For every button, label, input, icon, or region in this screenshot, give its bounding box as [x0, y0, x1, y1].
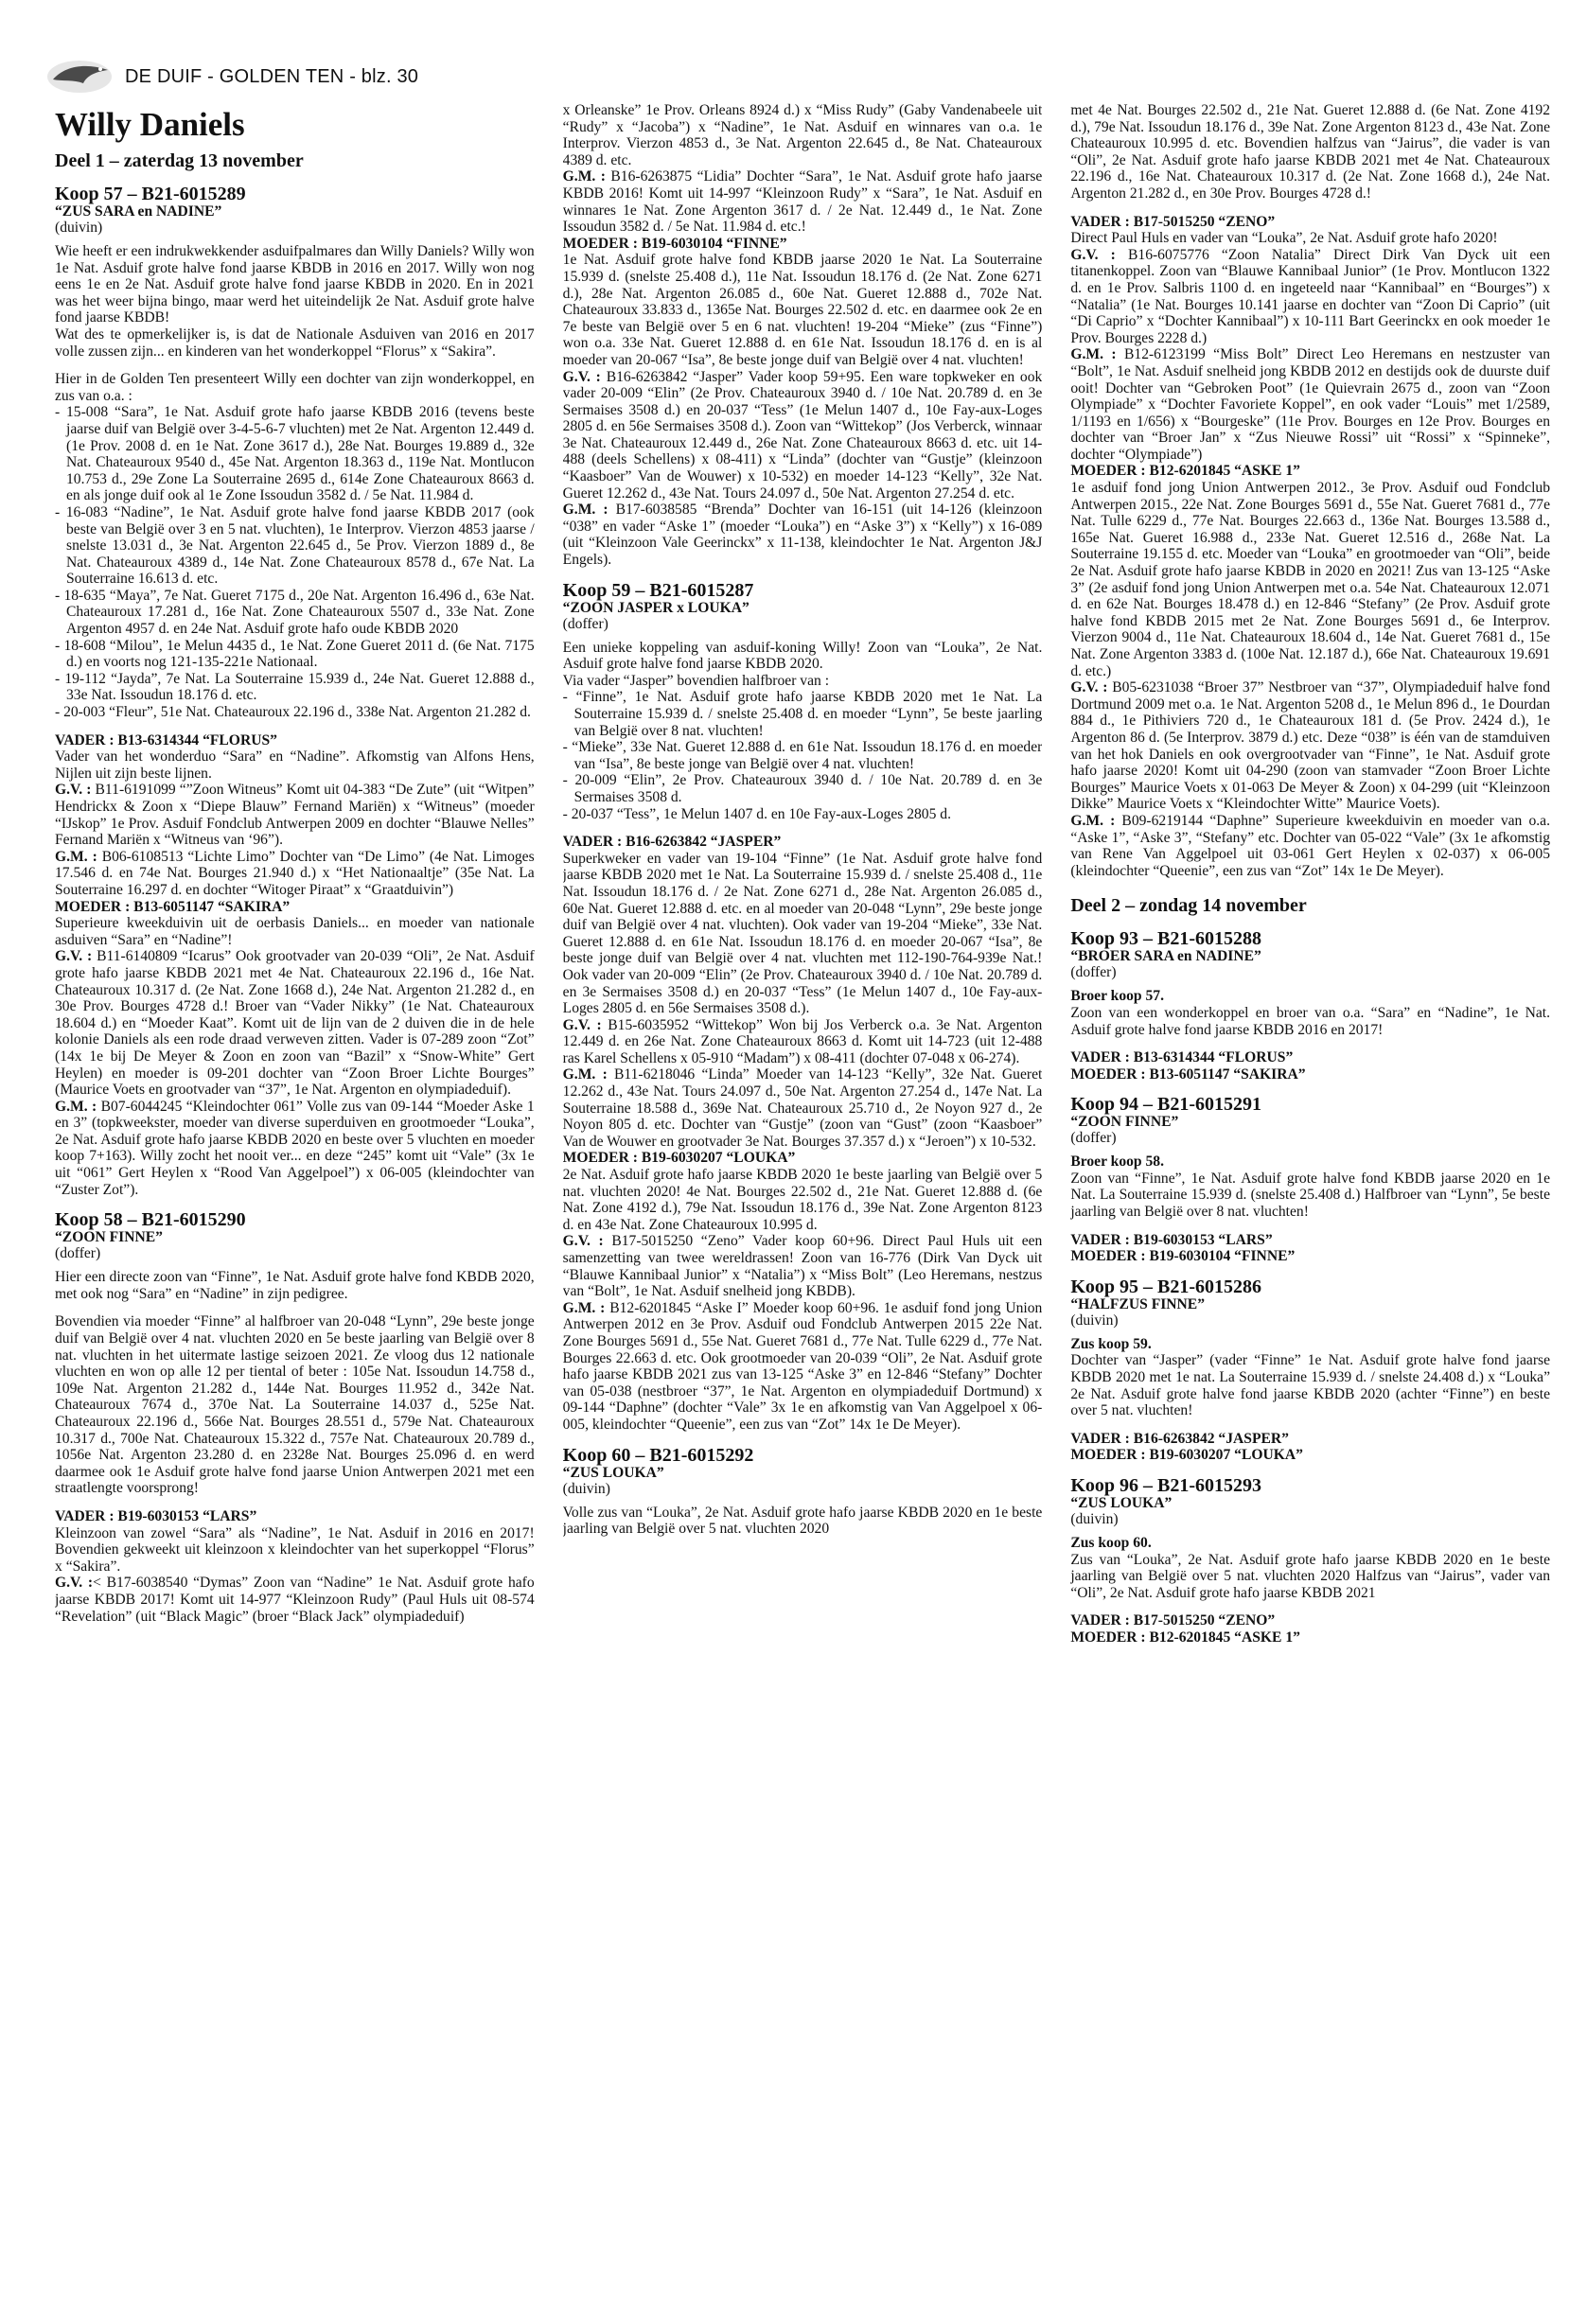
sibling-ref: Broer koop 58.: [1070, 1153, 1164, 1171]
sibling-ref: Broer koop 57.: [1070, 988, 1164, 1005]
paragraph: Kleinzoon van zowel “Sara” als “Nadine”, 1e Nat. Asduif in 2016 en 2017! Bovendien gekweekt uit kleinzoon x kleindochter van het superkoppel “Florus” x “Sakira”.: [55, 1524, 535, 1575]
dam-label: MOEDER : B19-6030207 “LOUKA”: [562, 1150, 796, 1167]
sire-label: VADER : B19-6030153 “LARS”: [55, 1507, 257, 1524]
lot-58: [55, 1209, 535, 1625]
paragraph: 1e asduif fond jong Union Antwerpen 2012., 3e Prov. Asduif oud Fondclub Antwerpen 2015., 22e Nat. Zone Bourges 5691 d., 55e Nat. Gueret 7681 d., 77e Nat. Tulle 6229 d., 77e Nat. Bourges 22.663 d., 136e Nat. Bourges 13.588 d., 165e Nat. Gueret 16.988 d., 233e Nat. Gueret 12.516 d., 268e Nat. La Souterraine 19.155 d. etc. Moeder van “Louka” en grootmoeder van “Oli”, beide 2e Nat. Asduif grote hafo jaarse KBDB in 2020 en 2021! Zus van 13-125 “Aske 3” (2e asduif fond jong Union Antwerpen met o.a. 54e Nat. Chateauroux 12.071 d. en 62e Nat. Bourges 18.478 d.) en 12-846 “Stefany” (2e Prov. Asduif grote halve fond KBDB 2015 met 2e Nat. Zone Bourges 5691 d., 6e Interprov. Vierzon 9004 d., 11e Nat. Chateauroux 18.604 d., 14e Nat. Gueret 7681 d., 15e Nat. Zone Argenton 3383 d. (100e Nat. 12.187 d.), 66e Nat. Chateauroux 19.691 d. etc.): [1070, 480, 1551, 679]
gv-text: B11-6191099 “”Zoon Witneus” Komt uit 04-383 “De Zute” (uit “Witpen” Hendrickx & Zoon x “Diepe Blauw” Fernand Mariën) x “Witneus” (moeder “IJskop” 1e Prov. Asduif Fondclub Antwerpen 2009 en dochter “Blauwe Nelles” Fernand Mariën x “Witneus van ‘96”).: [55, 782, 535, 849]
page-header: [45, 55, 418, 98]
gm-label: G.M. :: [562, 1299, 606, 1316]
paragraph: Zoon van “Finne”, 1e Nat. Asduif grote halve fond KBDB jaarse 2020 en 1e Nat. La Souterraine 15.939 d. (snelste 25.408 d.) Halfbroer van “Lynn”, 5e beste jaarling van België over 8 nat. vluchten!: [1070, 1170, 1551, 1221]
gv-text: B17-5015250 “Zeno” Vader koop 60+96. Direct Paul Huls uit een samenzetting van twee wereldrassen! Zoon van 16-776 (Dirk Van Dyck uit “Blauwe Kannibaal Junior” x “Natalia”) x “Miss Bolt” (Leo Heremans, nestzus van “Bolt”, 1e Nat. Asduif snelheid jong KBDB).: [562, 1233, 1043, 1300]
paragraph: Volle zus van “Louka”, 2e Nat. Asduif grote hafo jaarse KBDB 2020 en 1e beste jaarling van België over 5 nat. vluchten 2020: [562, 1504, 1043, 1538]
paragraph: Hier in de Golden Ten presenteert Willy een dochter van zijn wonderkoppel, en zus van o.a. :: [55, 371, 535, 404]
lot-heading: Koop 96 – B21-6015293: [1070, 1475, 1262, 1496]
list-item: - 20-003 “Fleur”, 51e Nat. Chateauroux 22.196 d., 338e Nat. Argenton 21.282 d.: [55, 704, 531, 721]
column-1: [55, 102, 535, 2307]
gm-text: B07-6044245 “Kleindochter 061” Volle zus van 09-144 “Moeder Aske 1 en 3” (topkweekster, moeder van diverse superduiven en grootmoeder “Louka”, 2e Nat. Asduif grote hafo jaarse KBDB 2020 en beste over 5 vluchten en moeder koop 7+163). Willy zocht het nooit ver... en deze “245” komt uit “Vale” (3x 1e uit “061” Gert Heylen x “Rood Van Aggelpoel”) x 06-005 (kleindochter van “Zuster Zot”).: [55, 1098, 535, 1198]
gm-text: B11-6218046 “Linda” Moeder van 14-123 “Kelly”, 32e Nat. Gueret 12.262 d., 43e Nat. Tours 24.097 d., 50e Nat. Argenton 27.254 d., 147e Nat. La Souterraine 18.588 d., 369e Nat. Chateauroux 25.710 d., 2e Noyon 927 d., 2e Noyon 805 d. etc. Dochter van “Gustje” (zoon van “Gust” (zoon “Kaasboer” Van de Wouwer en grootvader 3e Nat. Bourges 37.357 d.) x “Jeroen”) x 10-532.: [562, 1066, 1043, 1150]
lot-57: [55, 184, 535, 1198]
gm-label: G.M. :: [1070, 346, 1117, 363]
lot-heading: Koop 95 – B21-6015286: [1070, 1276, 1262, 1297]
gv-label: G.V. :: [1070, 246, 1116, 263]
sire-label: VADER : B17-5015250 “ZENO”: [1070, 213, 1276, 230]
sire-label: VADER : B19-6030153 “LARS”: [1070, 1231, 1273, 1248]
column-3: [1070, 102, 1550, 2307]
lot-sex: (duivin): [562, 1480, 610, 1497]
header-text: DE DUIF - GOLDEN TEN - blz. 30: [125, 65, 419, 87]
lot-59: [563, 580, 1043, 1434]
paragraph: Via vader “Jasper” bovendien halfbroer van :: [562, 672, 830, 689]
paragraph: Direct Paul Huls en vader van “Louka”, 2e Nat. Asduif grote hafo 2020!: [1070, 230, 1498, 247]
lot-heading: Koop 59 – B21-6015287: [562, 579, 754, 601]
lot-sex: (duivin): [55, 220, 103, 236]
lot-heading: Koop 60 – B21-6015292: [562, 1444, 754, 1466]
granddam-entry: [563, 502, 1043, 568]
paragraph: Superkweker en vader van 19-104 “Finne” (1e Nat. Asduif grote halve fond jaarse KBDB 2020 met 1e Nat. La Souterraine 15.939 d. / snelste 25.408 d., 11e Nat. Issoudun 18.176 d. / 2e Nat. Zone 6271 d., 28e Nat. Argenton 26.085 d., 60e Nat. Gueret 12.888 d. etc. en al moeder van 20-048 “Lynn”, 29e beste jonge duif van België over 4 nat. vluchten). Ook vader van 19-204 “Mieke”, 33e Nat. Gueret 12.888 d. en 61e Nat. Issoudun 18.176 d. en moeder 20-067 “Isa”, 8e beste jonge duif van België over 4 nat. vluchten met 112-190-764-939e Nat.! Ook vader van 20-009 “Elin” (2e Prov. Chateauroux 3940 d. / 10e Nat. 20.789 d. en 3e Sermaises 3508 d.) en 20-037 “Tess” (1e Melun 1407 d., 10e Fay-aux-Loges 2805 d. en 56e Sermaises 3508 d.).: [562, 850, 1043, 1017]
gm-text: B12-6123199 “Miss Bolt” Direct Leo Heremans en nestzuster van “Bolt”, 1e Nat. Asduif snelheid jong KBDB 2012 en destijds ook de duurste duif ooit! Dochter van “Gebroken Poot” (1e Quievrain 2675 d., zoon van “Zoon Olympiade” x “Dochter Favoriete Koppel”, en ook vader “Louis” met 1/2589, 1/1193 en 1/656) x “Bourgeske” (11e Prov. Bourges en 12e Prov. Bourges en dochter van “Broer Jan” x “Zus Nieuwe Rossi” uit “Rossi” x “Spinneke”, dochter “Olympiade”): [1070, 346, 1551, 463]
grandsire-entry: [1070, 247, 1550, 347]
lot-name: “ZUS SARA en NADINE”: [55, 203, 222, 220]
gv-label: G.V. :: [55, 948, 93, 965]
dam-label: MOEDER : B12-6201845 “ASKE 1”: [1070, 463, 1300, 480]
page-title: Willy Daniels: [55, 106, 245, 143]
sire-label: VADER : B16-6263842 “JASPER”: [1070, 1430, 1289, 1447]
part-heading: Deel 2 – zondag 14 november: [1070, 895, 1307, 917]
gv-text: B15-6035952 “Wittekop” Won bij Jos Verberck o.a. 3e Nat. Argenton 12.449 d. en 26e Nat. Zone Chateauroux 8663 d. Komt uit 14-723 (uit 12-488 ras Karel Schellens x 05-910 “Madam”) x 08-411 (dochter 07-048 x 06-274).: [562, 1016, 1043, 1066]
list-item: - “Mieke”, 33e Nat. Gueret 12.888 d. en 61e Nat. Issoudun 18.176 d. en moeder van “Isa”, 8e beste jonge van België over 4 nat. vluchten!: [562, 739, 1043, 772]
paragraph: Zus van “Louka”, 2e Nat. Asduif grote hafo jaarse KBDB 2020 en 1e beste jaarling van België over 5 nat. vluchten 2020 Halfzus van “Jairus”, vader van “Oli”, 2e Nat. Asduif grote hafo jaarse KBDB 2021: [1070, 1551, 1551, 1601]
paragraph: Hier een directe zoon van “Finne”, 1e Nat. Asduif grote halve fond KBDB 2020, met ook nog “Sara” en “Nadine” in zijn pedigree.: [55, 1269, 535, 1302]
gv-label: G.V. :: [562, 368, 601, 385]
paragraph: Een unieke koppeling van asduif-koning Willy! Zoon van “Louka”, 2e Nat. Asduif grote halve fond jaarse KBDB 2020.: [562, 639, 1043, 673]
lot-name: “ZOON JASPER x LOUKA”: [562, 599, 749, 616]
gm-label: G.M. :: [55, 1098, 97, 1115]
gv-text: B05-6231038 “Broer 37” Nestbroer van “37”, Olympiadeduif halve fond Dortmund 2009 met o.a. 1e Nat. Argenton 5208 d., 1e Melun 896 d., 1e Dourdan 884 d., 1e Pithiviers 720 d., 1e Chateauroux 181 d. (5e Prov. 2424 d.), 1e Argenton 86 d. (5e Interprov. 3879 d.) etc. Deze “038” is één van de stamduiven van het hok Daniels en ook overgrootvader van “Finne”, 1e Nat. Asduif grote hafo jaarse 2020! Komt uit 04-290 (zoon van stamvader “Zoon Broer Lichte Bourges” Maurice Voets x 01-063 De Meyer & Zoon) x 04-299 (uit “Kleinzoon Dikke” Maurice Voets x “Kleindochter Witte” Maurice Voets).: [1070, 679, 1551, 813]
grandsire-entry: [55, 782, 535, 848]
list-item: - 16-083 “Nadine”, 1e Nat. Asduif grote halve fond jaarse KBDB 2017 (ook beste van België over 3 en 5 nat. vluchten), 1e Interprov. Vierzon 4853 jaarse / snelste 13.031 d., 3e Nat. Argenton 22.645 d., 5e Prov. Vierzon 1889 d., 8e Nat. Chateauroux 4389 d., 14e Nat. Zone Chateauroux 8578 d., 67e Nat. La Souterraine 16.613 d. etc.: [55, 503, 535, 588]
lot-heading: Koop 94 – B21-6015291: [1070, 1094, 1262, 1116]
sibling-ref: Zus koop 60.: [1070, 1535, 1152, 1551]
lot-sex: (doffer): [562, 615, 608, 632]
granddam-entry: [563, 1300, 1043, 1434]
gv-text: B11-6140809 “Icarus” Ook grootvader van 20-039 “Oli”, 2e Nat. Asduif grote hafo jaarse KBDB 2021 met 4e Nat. Chateauroux 22.196 d., 16e Nat. Chateauroux 10.317 d. (2e Nat. Zone 1668 d.), 24e Nat. Argenton 21.282 d., en 30e Prov. Bourges 4728 d.! Broer van “Vader Nikky” (1e Nat. Chateauroux 18.604 d.) en “Moeder Kaat”. Komt uit de lijn van de 2 duiven die in de hele kolonie Daniels als een rode draad verweven zitten. Vader is 07-289 zoon “Zot” (14x 1e bij De Meyer & Zoon en zoon van “Bazil” x “Snow-White” Gert Heylen) en moeder is 09-201 dochter van “Zoon Broer Lichte Bourges” (Maurice Voets en grootvader van “37”, 1e Nat. Argenton en olympiadeduif).: [55, 948, 535, 1099]
gv-text: < B17-6038540 “Dymas” Zoon van “Nadine” 1e Nat. Asduif grote hafo jaarse KBDB 2017! Komt uit 14-977 “Kleinzoon Rudy” (Paul Huls uit 08-574 “Revelation” (uit “Black Magic” (broer “Black Jack” olympiadeduif): [55, 1575, 535, 1625]
lot-heading: Koop 57 – B21-6015289: [55, 184, 246, 204]
gv-text: B16-6263842 “Jasper” Vader koop 59+95. Een ware topkweker en ook vader 20-009 “Elin” (2e Prov. Chateauroux 3940 d. / 10e Nat. 20.789 d. en 3e Sermaises 3508 d.) en 20-037 “Tess” (1e Melun 1407 d., 10e Fay-aux-Loges 2805 d. en 56e Sermaises 3508 d.). Zoon van “Wittekop” (Jos Verberck, winnaar 3e Nat. Chateauroux 12.449 d., 26e Nat. Zone Chateauroux 8663 d. etc. uit 14-488 (deels Schellens) x 08-411) x “Linda” (dochter van “Gustje” (kleinzoon “Kaasboer” Van de Wouwer) x 10-532) en moeder 14-123 “Kelly”, 32e Nat. Gueret 12.262 d., 43e Nat. Tours 24.097 d., 50e Nat. Argenton 27.254 d. etc.: [562, 368, 1043, 502]
lot-sex: (doffer): [55, 1245, 101, 1262]
gv-label: G.V. :: [55, 782, 92, 799]
lot-sex: (duivin): [1070, 1312, 1119, 1329]
lot-heading: Koop 58 – B21-6015290: [55, 1209, 246, 1231]
lot-60: [563, 1445, 1043, 1538]
grandsire-entry: [55, 1575, 535, 1625]
lot-95: [1070, 1276, 1550, 1464]
gv-text: B16-6075776 “Zoon Natalia” Direct Dirk Van Dyck uit een titanenkoppel. Zoon van “Blauwe Kannibaal Junior” (1e Prov. Montlucon 1322 d. en 1e Prov. Salbris 1100 d. en ingeteeld naar “Kannibaal” en “Bourges”) x “Natalia” (1e Nat. Bourges 10.141 jaarse en dochter van “Zoon Di Caprio” (uit “Di Caprio” x “Dochter Kannibaal”) x 10-111 Bart Geerinckx en ook moeder 1e Prov. Bourges 2228 d.): [1070, 246, 1551, 346]
dam-label: MOEDER : B19-6030207 “LOUKA”: [1070, 1447, 1303, 1464]
list-item: - “Finne”, 1e Nat. Asduif grote hafo jaarse KBDB 2020 met 1e Nat. La Souterraine 15.939 d. / snelste 25.408 d. en moeder “Lynn”, 5e beste jaarling van België over 8 nat. vluchten!: [562, 689, 1043, 739]
lot-sex: (doffer): [1070, 964, 1117, 981]
dam-label: MOEDER : B13-6051147 “SAKIRA”: [55, 898, 291, 915]
list-item: - 18-635 “Maya”, 7e Nat. Gueret 7175 d., 20e Nat. Argenton 16.496 d., 63e Nat. Chateauroux 17.281 d., 16e Nat. Zone Chateauroux 5507 d., 33e Nat. Zone Argenton 4957 d. en 24e Nat. Asduif grote hafo oude KBDB 2020: [55, 587, 535, 638]
gm-label: G.M. :: [1070, 812, 1116, 829]
sire-label: VADER : B13-6314344 “FLORUS”: [55, 731, 277, 748]
grandsire-entry: [1070, 679, 1550, 813]
lot-name: “ZOON FINNE”: [1070, 1114, 1179, 1131]
gm-text: B06-6108513 “Lichte Limo” Dochter van “De Limo” (4e Nat. Limoges 17.546 d. en 74e Nat. Bourges 21.940 d.) x “Het Nationaaltje” (35e Nat. La Souterraine 16.297 d. en dochter “Witoger Piraat” x “Graatduivin”): [55, 848, 535, 898]
column-2: [563, 102, 1043, 2307]
paragraph: Wie heeft er een indrukwekkender asduifpalmares dan Willy Daniels? Willy won 1e Nat. Asduif grote halve fond jaarse KBDB in 2016 en 2017. Willy won nog eens 1e en 2e Nat. Asduif grote halve fond jaarse KBDB in 2020. En in 2021 was het weer bijna bingo, maar werd het uiteindelijk 2e Nat. Asduif grote halve fond jaarse KBDB!: [55, 243, 535, 326]
gv-label: G.V. :: [1070, 679, 1108, 696]
list-item: - 20-009 “Elin”, 2e Prov. Chateauroux 3940 d. / 10e Nat. 20.789 d. en 3e Sermaises 3508 d.: [562, 772, 1043, 805]
paragraph: met 4e Nat. Bourges 22.502 d., 21e Nat. Gueret 12.888 d. (6e Nat. Zone 4192 d.), 79e Nat. Issoudun 18.176 d., 39e Nat. Zone Argenton 8123 d., 43e Nat. Zone Chateauroux 10.995 d. etc. Bovendien halfzus van “Jairus”, die vader is van “Oli”, 2e Nat. Asduif grote hafo jaarse KBDB 2021 met 4e Nat. Chateauroux 22.196 d., 16e Nat. Chateauroux 10.317 d. (2e Nat. Zone 1668 d.), 24e Nat. Argenton 21.282 d., en 30e Prov. Bourges 4728 d.!: [1070, 102, 1551, 202]
sire-label: VADER : B17-5015250 “ZENO”: [1070, 1612, 1276, 1629]
paragraph: Wat des te opmerkelijker is, is dat de Nationale Asduiven van 2016 en 2017 volle zussen zijn... en kinderen van het wonderkoppel “Florus” x “Sakira”.: [55, 326, 535, 360]
gm-text: B12-6201845 “Aske I” Moeder koop 60+96. 1e asduif fond jong Union Antwerpen 2012 en 3e Prov. Asduif oud Fondclub Antwerpen 2015 22e Nat. Zone Bourges 5691 d., 55e Nat. Gueret 7681 d., 77e Nat. Tulle 6229 d., 77e Nat. Bourges 22.663 d. etc. Ook grootmoeder van 20-039 “Oli”, 2e Nat. Asduif grote hafo jaarse KBDB 2021 zus van 13-125 “Aske 3” en 12-846 “Stefany” Dochter van 05-038 (nestbroer “37”, 1e Nat. Argenton en olympiadeduif Dortmund) x 09-144 “Daphne” (dochter “Vale” 3x 1e en afkomstig van Van Aggelpoel x 06-005, kleindochter “Queenie”, een zus van “Zot” 14x 1e De Meyer).: [562, 1299, 1043, 1433]
granddam-entry: [1070, 813, 1550, 879]
sibling-ref: Zus koop 59.: [1070, 1335, 1152, 1352]
gm-label: G.M. :: [562, 168, 606, 185]
granddam-entry: [1070, 346, 1550, 463]
paragraph: Bovendien via moeder “Finne” al halfbroer van 20-048 “Lynn”, 29e beste jonge duif van België over 4 nat. vluchten 2020 en 5e beste jaarling van België over 8 nat. vluchten in het uitermate lastige seizoen 2021. Ze vloog dus 12 nationale vluchten en won op alle 12 per tiental of beter : 105e Nat. Issoudun 14.758 d., 109e Nat. Argenton 21.282 d., 144e Nat. Bourges 11.952 d., 342e Nat. Chateauroux 7674 d., 370e Nat. La Souterraine 14.037 d., 525e Nat. Chateauroux 22.196 d., 566e Nat. Bourges 28.551 d., 579e Nat. Chateauroux 10.317 d., 700e Nat. Chateauroux 15.322 d., 757e Nat. Chateauroux 20.789 d., 1056e Nat. Argenton 23.280 d. en 2328e Nat. Bourges 25.096 d. en werd daarmee ook 1e Asduif grote halve fond jaarse Union Antwerpen 2021 met een straatlengte voorsprong!: [55, 1313, 535, 1497]
gm-text: B17-6038585 “Brenda” Dochter van 16-151 (uit 14-126 (kleinzoon “038” en vader “Aske 1” (moeder “Louka”) en “Aske 3”) x “Kelly”) x 16-089 (uit “Kleinzoon Vale Geerinckx” x 11-138, kleindochter 1e Nat. Argenton J&J Engels).: [562, 502, 1043, 569]
list-item: - 15-008 “Sara”, 1e Nat. Asduif grote hafo jaarse KBDB 2016 (tevens beste jaarse duif van België over 3-4-5-6-7 vluchten) met 2e Nat. Argenton 12.449 d. (1e Prov. 2008 d. en 1e Nat. Zone 3617 d.), 28e Nat. Bourges 19.889 d., 32e Nat. Chateauroux 9540 d., 45e Nat. Argenton 18.363 d., 119e Nat. Montlucon 10.753 d., 29e Zone La Souterraine 2695 d., 614e Zone Chateauroux 8663 d. en als jonge duif ook al 1e Zone Issoudun 3582 d. / 5e Nat. 11.984 d.: [55, 404, 535, 504]
grandsire-entry: [563, 1233, 1043, 1299]
paragraph: 2e Nat. Asduif grote hafo jaarse KBDB 2020 1e beste jaarling van België over 5 nat. vluchten 2020! 4e Nat. Bourges 22.502 d., 21e Nat. Gueret 12.888 d. (6e Nat. Zone 4192 d.), 79e Nat. Issoudun 18.176 d., 39e Nat. Zone Argenton 8123 d. en 43e Nat. Zone Chateauroux 10.995 d.: [562, 1167, 1043, 1233]
paragraph: 1e Nat. Asduif grote halve fond KBDB jaarse 2020 1e Nat. La Souterraine 15.939 d. (snelste 25.408 d.), 11e Nat. Issoudun 18.176 d. (2e Nat. Zone 6271 d.), 28e Nat. Argenton 26.085 d., 60e Nat. Gueret 12.888 d., 702e Nat. Chateauroux 33.833 d., 1365e Nat. Bourges 22.502 d. etc. en daarmee ook 2e en 7e beste van België over 5 en 6 nat. vluchten! 19-204 “Mieke” (zus “Finne”) won o.a. 33e Nat. Gueret 12.888 d. en 61e Nat. Issoudun 18.176 d. en is al moeder van 20-067 “Isa”, 8e beste jonge duif van België over 4 nat. vluchten!: [562, 252, 1043, 368]
dam-label: MOEDER : B19-6030104 “FINNE”: [562, 235, 787, 252]
grandsire-entry: [563, 369, 1043, 502]
lot-sex: (doffer): [1070, 1130, 1117, 1147]
gm-text: B16-6263875 “Lidia” Dochter “Sara”, 1e Nat. Asduif grote hafo jaarse KBDB 2016! Komt uit 14-997 “Kleinzoon Rudy” x “Sara”, 1e Nat. Asduif en winnares 1e Nat. Zone Argenton 3617 d. / 2e Nat. 12.449 d., 1e Nat. Zone Issoudun 3582 d. / 5e Nat. 11.984 d. etc.!: [562, 168, 1043, 236]
dam-label: MOEDER : B13-6051147 “SAKIRA”: [1070, 1065, 1306, 1083]
list-item: - 20-037 “Tess”, 1e Melun 1407 d. en 10e Fay-aux-Loges 2805 d.: [562, 805, 951, 822]
lot-name: “HALFZUS FINNE”: [1070, 1295, 1206, 1312]
grandsire-entry: [55, 948, 535, 1098]
list-item: - 18-608 “Milou”, 1e Melun 4435 d., 1e Nat. Zone Gueret 2011 d. (6e Nat. 7175 d.) en voorts nog 121-135-221e Nationaal.: [55, 637, 535, 671]
pigeon-logo: [45, 55, 115, 98]
lot-name: “ZUS LOUKA”: [1070, 1495, 1173, 1511]
grandsire-entry: [563, 1017, 1043, 1067]
granddam-entry: [563, 1066, 1043, 1150]
gm-label: G.M. :: [562, 502, 608, 519]
part-heading: Deel 1 – zaterdag 13 november: [55, 150, 304, 171]
gm-text: B09-6219144 “Daphne” Superieure kweekduivin en moeder van o.a. “Aske 1”, “Aske 3”, “Stefany” etc. Dochter van 05-022 “Vale” (3x 1e afkomstig van Rene Van Aggelpoel uit 03-061 Gert Heylen x 02-037) x 06-005 (kleindochter “Queenie”, een zus van “Zot” 14x 1e De Meyer).: [1070, 812, 1551, 879]
paragraph: Vader van het wonderduo “Sara” en “Nadine”. Afkomstig van Alfons Hens, Nijlen uit zijn beste lijnen.: [55, 748, 535, 782]
gv-label: G.V. :: [562, 1016, 602, 1033]
lot-name: “ZUS LOUKA”: [562, 1464, 664, 1481]
dam-label: MOEDER : B12-6201845 “ASKE 1”: [1070, 1629, 1300, 1646]
paragraph: x Orleanske” 1e Prov. Orleans 8924 d.) x “Miss Rudy” (Gaby Vandenabeele uit “Rudy” x “Jacoba”) x “Nadine”, 1e Nat. Asduif en winnares van o.a. 1e Interprov. Vierzon 4853 d., 3e Nat. Argenton 22.645 d., 8e Nat. Chateauroux 4389 d. etc.: [562, 102, 1043, 168]
record-list: [55, 404, 535, 720]
lot-94: [1070, 1094, 1550, 1265]
dam-label: MOEDER : B19-6030104 “FINNE”: [1070, 1248, 1296, 1265]
lot-name: “ZOON FINNE”: [55, 1229, 163, 1246]
sire-label: VADER : B13-6314344 “FLORUS”: [1070, 1049, 1294, 1066]
lot-96: [1070, 1475, 1550, 1646]
lot-sex: (duivin): [1070, 1511, 1119, 1527]
record-list: [563, 689, 1043, 822]
granddam-entry: [55, 849, 535, 899]
gv-label: G.V. :: [55, 1575, 94, 1592]
gm-label: G.M. :: [562, 1066, 608, 1083]
paragraph: Superieure kweekduivin uit de oerbasis Daniels... en moeder van nationale asduiven “Sara” en “Nadine”!: [55, 915, 535, 948]
granddam-entry: [55, 1099, 535, 1199]
gv-label: G.V. :: [562, 1233, 604, 1250]
granddam-entry: [563, 168, 1043, 235]
sire-label: VADER : B16-6263842 “JASPER”: [562, 834, 782, 851]
gm-label: G.M. :: [55, 848, 97, 865]
paragraph: Dochter van “Jasper” (vader “Finne” 1e Nat. Asduif grote halve fond jaarse KBDB 2020 met 1e nat. La Souterraine 15.939 d. / snelste 24.408 d.) x “Louka” 2e Nat. Asduif grote halve fond jaarse KBDB 2020 (achter “Finne”) en beste over 5 nat. vluchten!: [1070, 1352, 1551, 1419]
lot-heading: Koop 93 – B21-6015288: [1070, 928, 1262, 950]
lot-93: [1070, 928, 1550, 1083]
list-item: - 19-112 “Jayda”, 7e Nat. La Souterraine 15.939 d., 24e Nat. Gueret 12.888 d., 33e Nat. Issoudun 18.176 d. etc.: [55, 670, 535, 704]
paragraph: Zoon van een wonderkoppel en broer van o.a. “Sara” en “Nadine”, 1e Nat. Asduif grote halve fond jaarse KBDB 2016 en 2017!: [1070, 1004, 1551, 1038]
lot-name: “BROER SARA en NADINE”: [1070, 948, 1261, 965]
